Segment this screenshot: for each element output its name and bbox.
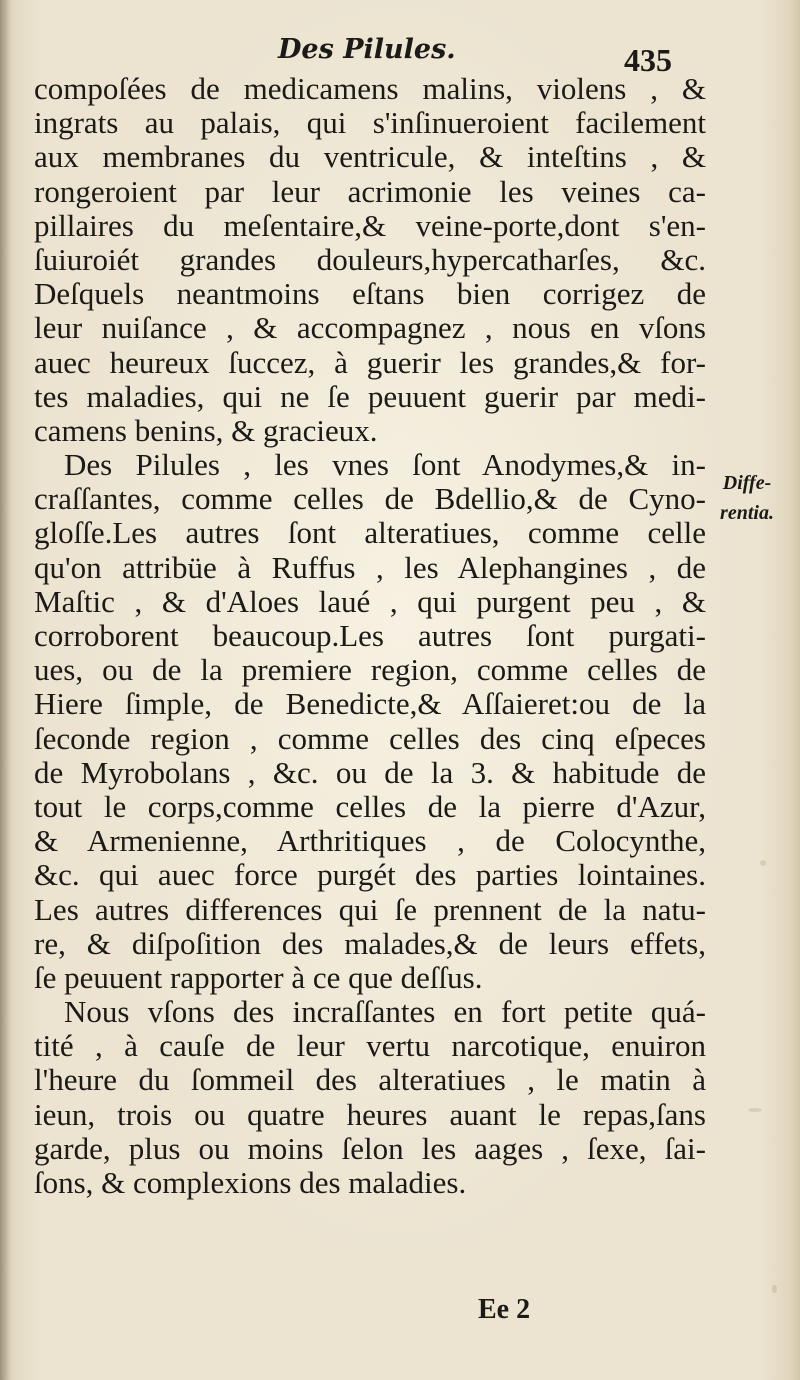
text-line: craſſantes, comme celles de Bdellio,& de Cyno- [34,482,706,517]
text-line: rongeroient par leur acrimonie les veines ca- [34,174,706,209]
text-line: corroborent beaucoup.Les autres ſont purgati- [34,619,706,653]
text-line: Deſquels neantmoins eſtans bien corrigez de [34,277,706,312]
margin-note [702,468,792,528]
margin-note-line: rentia. [720,502,774,524]
text-line: auec heureux ſuccez, à guerir les grandes,& for- [34,345,706,380]
text-line: Maſtic , & d'Aloes laué , qui purgent peu , & [34,584,706,619]
text-line: ſeconde region , comme celles des cinq eſpeces [34,721,706,756]
text-line: garde, plus ou moins ſelon les aages , ſexe, ſai- [34,1131,706,1166]
text-line: ſuiuroiét grandes douleurs,hypercatharſes, &c. [34,242,706,277]
page-gutter [0,0,10,1380]
text-line: Les autres differences qui ſe prennent de la natu- [34,892,706,927]
text-line: compoſées de medicamens malins, violens , & [34,72,706,106]
text-line: Nous vſons des incraſſantes en fort petite quá- [64,995,706,1030]
body-text [34,72,706,1200]
text-line: Des Pilules , les vnes ſont Anodymes,& in- [64,448,706,483]
text-line: tout le corps,comme celles de la pierre d'Azur, [34,789,706,824]
text-line: &c. qui auec force purgét des parties lointaines. [34,858,706,893]
text-line: ieun, trois ou quatre heures auant le repas,ſans [34,1097,706,1132]
text-line: gloſſe.Les autres ſont alteratiues, comme celle [34,516,706,551]
text-line: & Armenienne, Arthritiques , de Colocynthe, [34,824,706,859]
text-line: camens benins, & gracieux. [34,413,378,448]
text-line: ſons, & complexions des maladies. [34,1166,467,1200]
signature-mark: Ee 2 [478,1294,531,1325]
text-line: ingrats au palais, qui s'inſinueroient facilement [34,106,706,141]
text-line: Hiere ſimple, de Benedicte,& Aſſaieret:ou de la [34,687,706,722]
paper-spot [772,1285,777,1293]
page-number: 435 [624,42,672,78]
paper-spot [760,860,766,866]
text-line: qu'on attribüe à Ruffus , les Alephangines , de [34,550,706,585]
paper-spot [748,1108,762,1112]
text-line: l'heure du ſommeil des alteratiues , le matin à [34,1063,706,1098]
text-line: re, & diſpoſition des malades,& de leurs effets, [34,926,706,961]
text-line: ſe peuuent rapporter à ce que deſſus. [34,960,483,995]
text-line: de Myrobolans , &c. ou de la 3. & habitude de [34,755,706,790]
margin-note-line: Diffe- [722,472,772,494]
text-line: aux membranes du ventricule, & inteſtins , & [34,140,706,175]
text-line: tité , à cauſe de leur vertu narcotique, enuiron [34,1029,706,1064]
text-line: pillaires du meſentaire,& veine-porte,dont s'en- [34,208,706,243]
text-line: tes maladies, qui ne ſe peuuent guerir par medi- [34,379,706,414]
running-title: Des Pilules. [278,34,456,65]
text-line: ues, ou de la premiere region, comme celles de [34,653,706,688]
text-line: leur nuiſance , & accompagnez , nous en vſons [34,311,706,346]
